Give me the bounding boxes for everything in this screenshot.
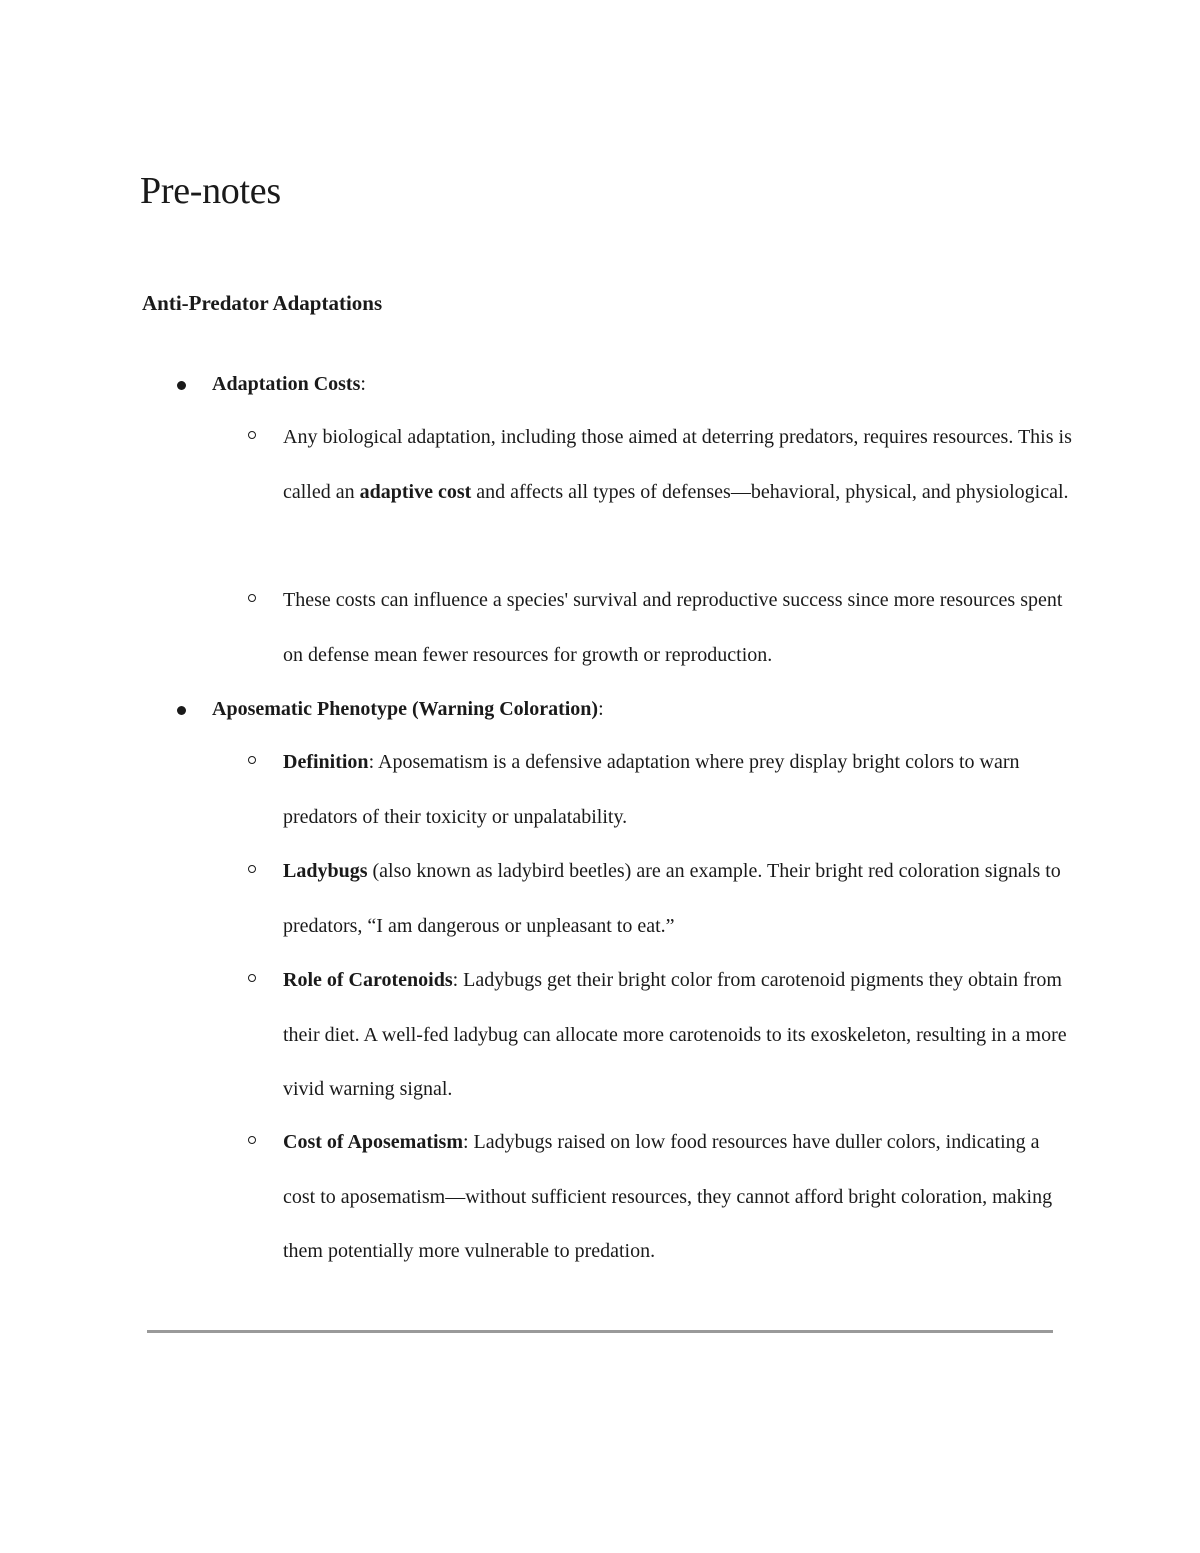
list-item-role-of-carotenoids: [283, 953, 1073, 1117]
hollow-bullet-icon: [248, 594, 256, 602]
list-item-ladybugs: [283, 844, 1073, 953]
text-segment: : Ladybugs raised on low food resources have duller colors, indicating a cost to aposematism—without sufficient resources, they cannot afford bright coloration, making them potentially more vulnerable to predation.: [283, 1131, 1053, 1262]
list-item-text: [283, 844, 1073, 953]
section-heading: Anti-Predator Adaptations: [142, 291, 383, 315]
list-item-cost-of-aposematism: [283, 1115, 1073, 1279]
bold-term: Definition: [283, 751, 369, 773]
topic-label-suffix: :: [598, 698, 604, 720]
text-segment: : Ladybugs get their bright color from carotenoid pigments they obtain from their diet. A well-fed ladybug can allocate more carotenoids to its exoskeleton, resulting in a more vivid warning signal.: [283, 969, 1067, 1100]
topic-adaptation-costs: [212, 369, 366, 399]
list-item-survival-costs: [283, 573, 1073, 682]
list-item-text: These costs can influence a species' survival and reproductive success since more resources spent on defense mean fewer resources for growth or reproduction.: [283, 589, 1063, 666]
topic-label: Adaptation Costs: [212, 373, 361, 395]
text-segment: Any biological adaptation, including those aimed at deterring predators, requires resources. This is called an: [283, 426, 1072, 503]
text-segment: and affects all types of defenses—behavioral, physical, and physiological.: [471, 480, 1069, 503]
topic-label-suffix: :: [360, 373, 366, 395]
list-item-text: [283, 735, 1073, 844]
filled-bullet-icon: [177, 381, 186, 390]
list-item-text: [283, 410, 1073, 519]
list-item-text: [283, 1115, 1073, 1279]
text-segment: (also known as ladybird beetles) are an example. Their bright red coloration signals to predators, “I am dangerous or unpleasant to eat.”: [283, 860, 1061, 937]
hollow-bullet-icon: [248, 1136, 256, 1144]
hollow-bullet-icon: [248, 974, 256, 982]
hollow-bullet-icon: [248, 431, 256, 439]
text-segment: : Aposematism is a defensive adaptation where prey display bright colors to warn predators of their toxicity or unpalatability.: [283, 751, 1020, 828]
hollow-bullet-icon: [248, 756, 256, 764]
bold-term: Cost of Aposematism: [283, 1131, 463, 1153]
topic-label: Aposematic Phenotype (Warning Coloration): [212, 698, 599, 720]
bold-term: Role of Carotenoids: [283, 969, 453, 991]
list-item-adaptive-cost: [283, 410, 1073, 519]
topic-aposematic-phenotype: [212, 694, 604, 724]
bold-term: Ladybugs: [283, 860, 368, 882]
filled-bullet-icon: [177, 706, 186, 715]
page-title: Pre-notes: [140, 170, 281, 212]
horizontal-divider: [147, 1330, 1053, 1333]
bold-term: adaptive cost: [359, 480, 472, 503]
list-item-definition: [283, 735, 1073, 844]
hollow-bullet-icon: [248, 865, 256, 873]
list-item-text: [283, 953, 1073, 1117]
